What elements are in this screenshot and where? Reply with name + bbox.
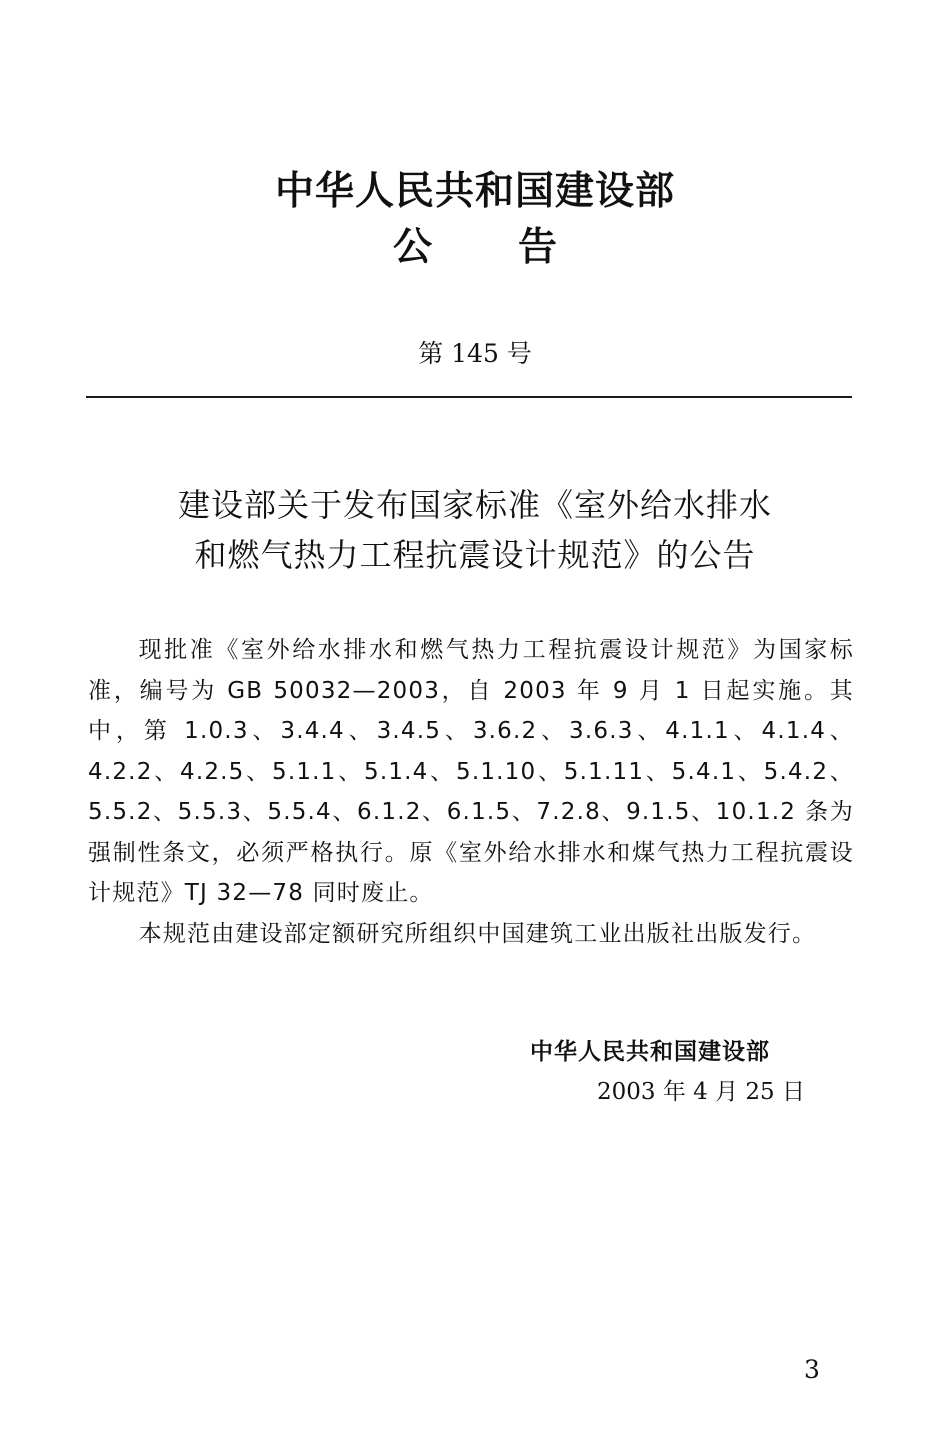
body-paragraph-1: 现批准《室外给水排水和燃气热力工程抗震设计规范》为国家标准，编号为 GB 50032—2003，自 2003 年 9 月 1 日起实施。其中，第 1.0.3、3.4.4、3.4.5、3.6.2、3.6.3、4.1.1、4.1.4、4.2.2、4.2.5、5.1.1、5.1.4、5.1.10、5.1.11、5.4.1、5.4.2、5.5.2、5.5.3、5.5.4、6.1.2、6.1.5、7.2.8、9.1.5、10.1.2 条为强制性条文，必须严格执行。原《室外给水排水和煤气热力工程抗震设计规范》TJ 32—78 同时废止。	[88, 637, 854, 906]
signature-organization: 中华人民共和国建设部	[530, 1039, 770, 1065]
announcement-title-char-2: 告	[518, 225, 558, 270]
notice-heading	[0, 480, 950, 580]
signature-date: 2003 年 4 月 25 日	[597, 1079, 805, 1105]
announcement-title	[0, 222, 950, 274]
page-number: 3	[804, 1355, 820, 1384]
body-paragraph-2: 本规范由建设部定额研究所组织中国建筑工业出版社出版发行。	[138, 920, 817, 947]
announcement-number: 第 145 号	[418, 339, 532, 368]
notice-heading-line-1: 建设部关于发布国家标准《室外给水排水	[177, 486, 772, 524]
notice-heading-line-2: 和燃气热力工程抗震设计规范》的公告	[194, 536, 756, 574]
notice-body	[88, 630, 854, 954]
ministry-title: 中华人民共和国建设部	[274, 169, 675, 214]
header-divider	[86, 396, 852, 398]
announcement-title-char-1: 公	[392, 225, 432, 270]
